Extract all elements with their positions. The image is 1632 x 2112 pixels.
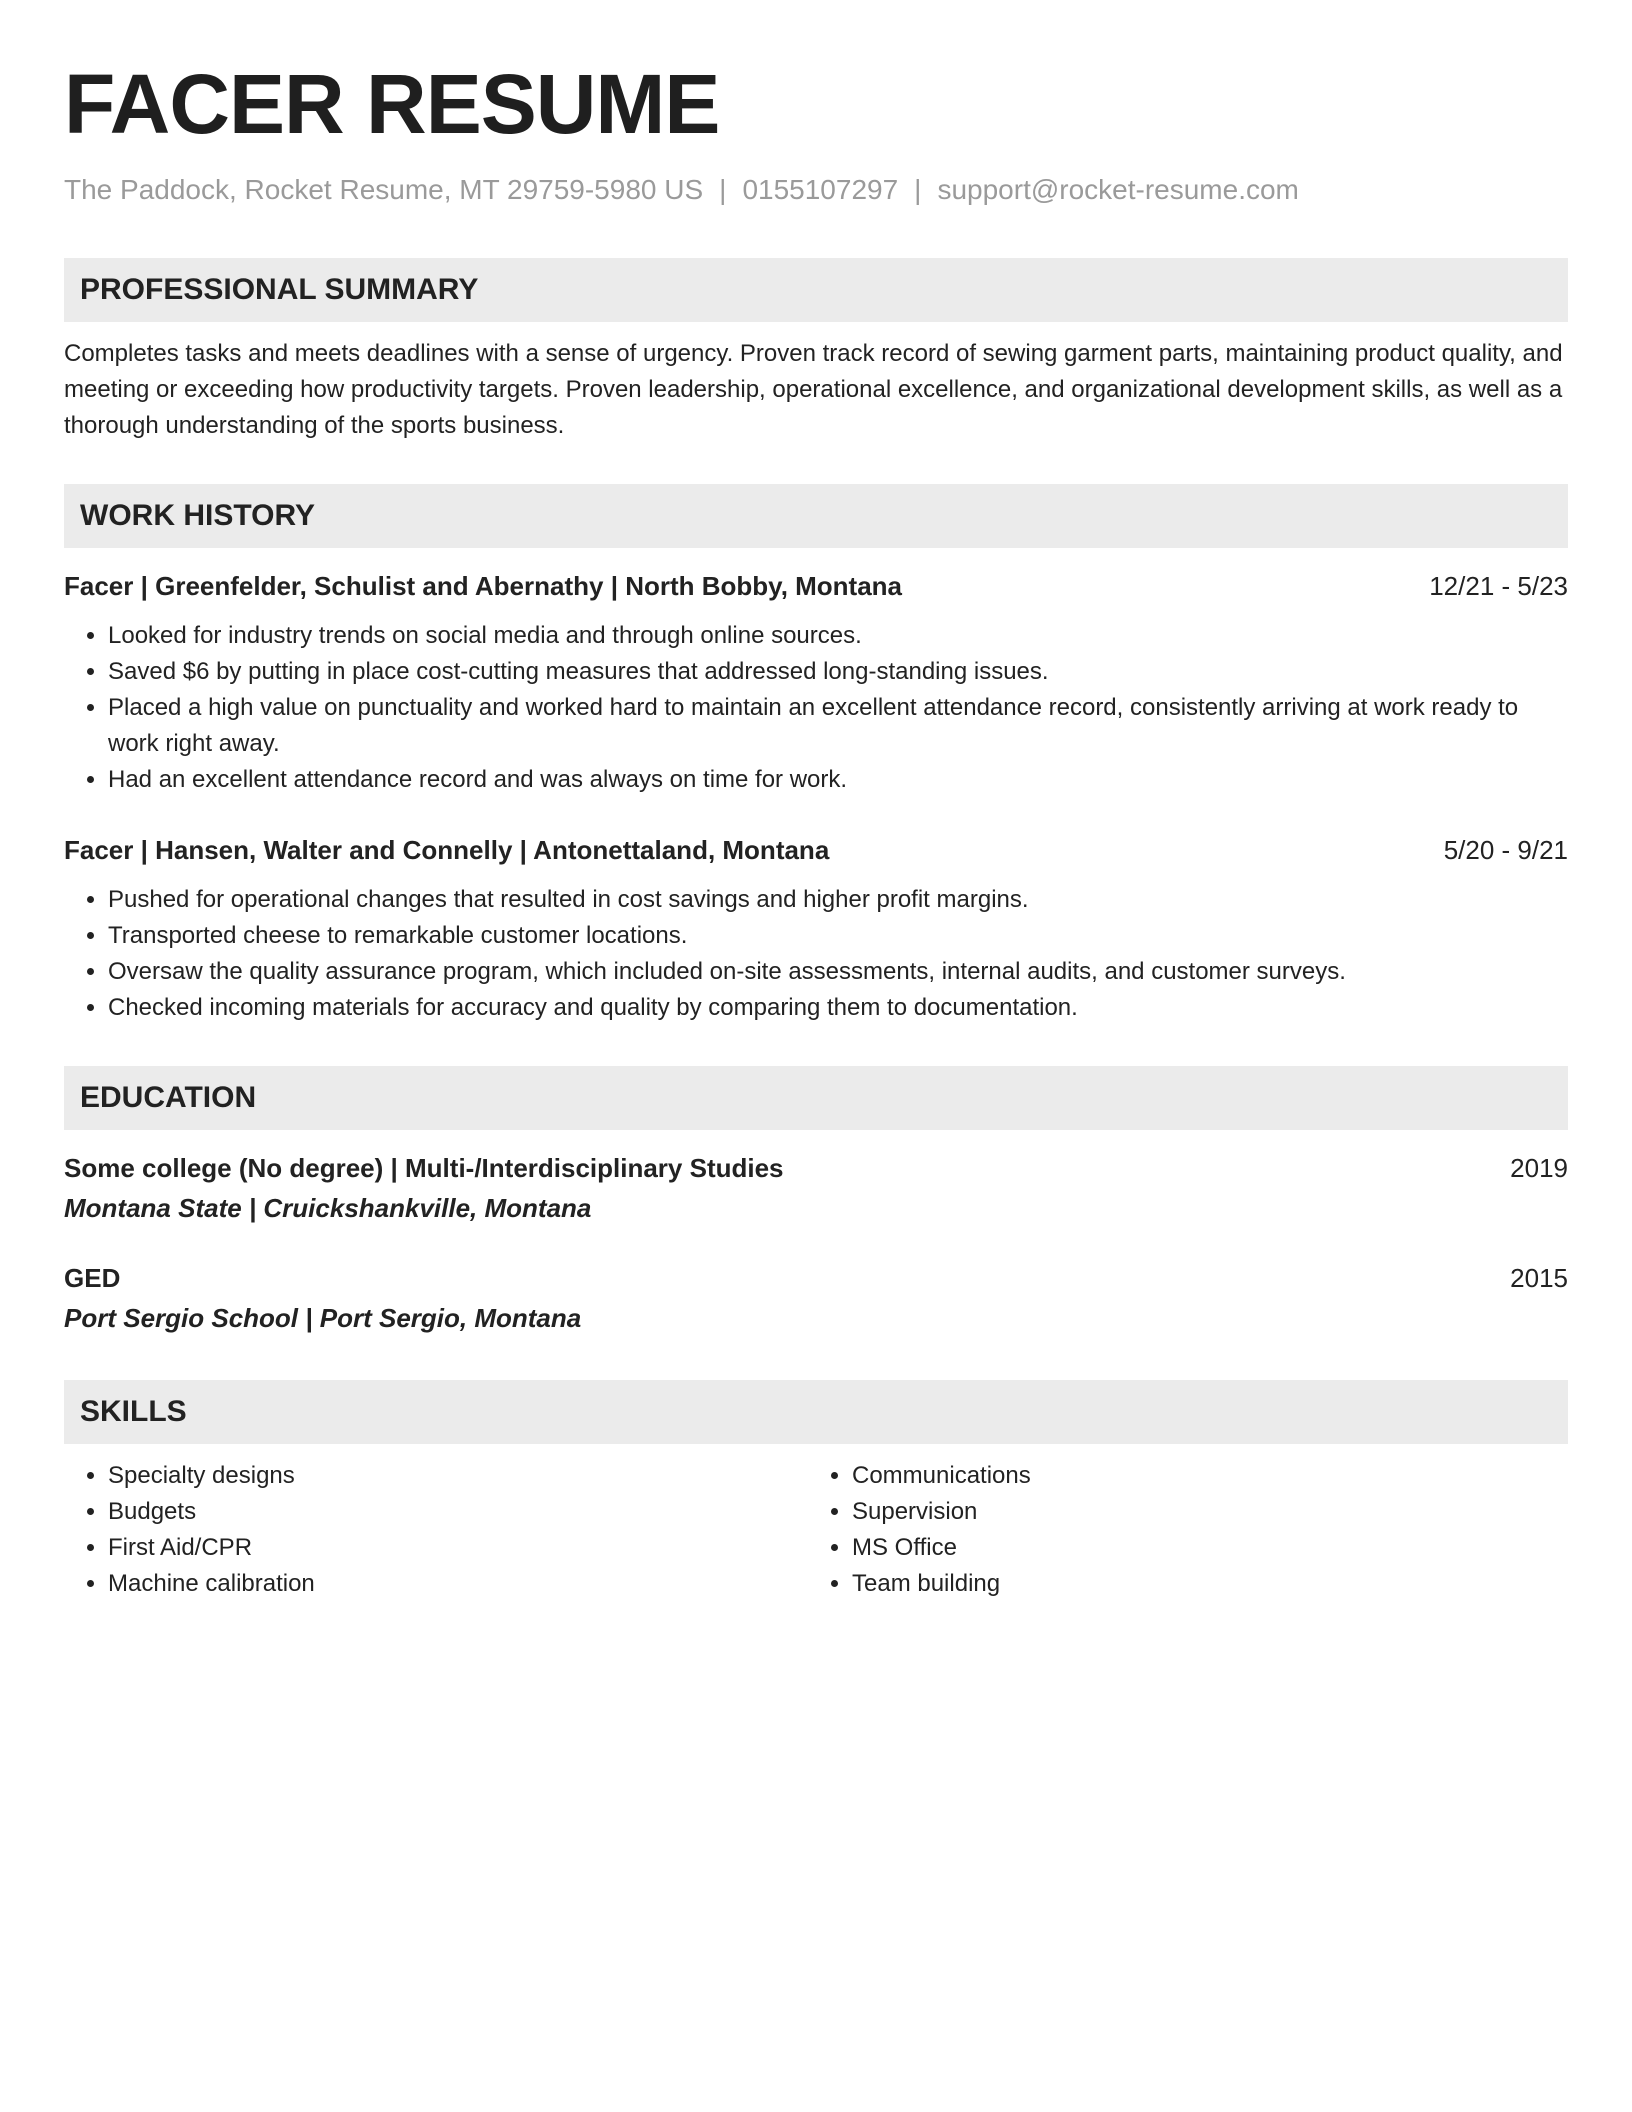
section-heading-work-history: WORK HISTORY xyxy=(64,484,1568,548)
contact-line xyxy=(64,172,1568,208)
contact-separator: | xyxy=(914,174,922,205)
education-year: 2015 xyxy=(1510,1263,1568,1293)
education-entry xyxy=(64,1260,1568,1340)
education-school: Montana State | Cruickshankville, Montana xyxy=(64,1193,592,1223)
skill-item: • MS Office xyxy=(852,1530,1552,1566)
skill-item: • Machine calibration xyxy=(108,1566,808,1602)
job-bullet: • Checked incoming materials for accuracy and quality by comparing them to documentation. xyxy=(108,990,1568,1026)
job-entry xyxy=(64,568,1568,798)
skills-column-right xyxy=(808,1458,1552,1602)
section-heading-skills: SKILLS xyxy=(64,1380,1568,1444)
job-entry xyxy=(64,832,1568,1026)
contact-address: The Paddock, Rocket Resume, MT 29759-5980 US xyxy=(64,174,704,205)
job-title: Facer | Hansen, Walter and Connelly | Antonettaland, Montana xyxy=(64,835,830,865)
contact-separator: | xyxy=(719,174,727,205)
education-degree: GED xyxy=(64,1263,121,1293)
skill-item: • Communications xyxy=(852,1458,1552,1494)
job-bullet: • Oversaw the quality assurance program, which included on-site assessments, internal audits, and customer surveys. xyxy=(108,954,1568,990)
job-bullet: • Saved $6 by putting in place cost-cutting measures that addressed long-standing issues. xyxy=(108,654,1568,690)
contact-email: support@rocket-resume.com xyxy=(937,174,1299,205)
resume-page xyxy=(64,56,1568,1602)
job-bullet: • Transported cheese to remarkable customer locations. xyxy=(108,918,1568,954)
job-header xyxy=(64,832,1568,868)
education-entry xyxy=(64,1150,1568,1230)
education-header xyxy=(64,1260,1568,1296)
job-bullets xyxy=(64,618,1568,798)
section-heading-education: EDUCATION xyxy=(64,1066,1568,1130)
skill-item: • Team building xyxy=(852,1566,1552,1602)
job-dates: 5/20 - 9/21 xyxy=(1443,835,1568,865)
resume-name: FACER RESUME xyxy=(64,57,720,151)
skill-item: • Supervision xyxy=(852,1494,1552,1530)
contact-phone: 0155107297 xyxy=(742,174,899,205)
section-heading-summary: PROFESSIONAL SUMMARY xyxy=(64,258,1568,322)
job-title: Facer | Greenfelder, Schulist and Abernathy | North Bobby, Montana xyxy=(64,571,903,601)
education-school: Port Sergio School | Port Sergio, Montana xyxy=(64,1303,582,1333)
skill-item: • First Aid/CPR xyxy=(108,1530,808,1566)
education-year: 2019 xyxy=(1510,1153,1568,1183)
job-bullets xyxy=(64,882,1568,1026)
job-bullet: • Pushed for operational changes that resulted in cost savings and higher profit margins. xyxy=(108,882,1568,918)
skills-list xyxy=(64,1458,1568,1602)
skill-item: • Specialty designs xyxy=(108,1458,808,1494)
education-degree: Some college (No degree) | Multi-/Interdisciplinary Studies xyxy=(64,1153,784,1183)
job-bullet: • Looked for industry trends on social media and through online sources. xyxy=(108,618,1568,654)
job-bullet: • Had an excellent attendance record and was always on time for work. xyxy=(108,762,1568,798)
job-header xyxy=(64,568,1568,604)
skills-column-left xyxy=(64,1458,808,1602)
summary-text: Completes tasks and meets deadlines with a sense of urgency. Proven track record of sewing garment parts, maintaining product quality, and meeting or exceeding how productivity targets. Proven leadership, operational excellence, and organizational development skills, as well as a thorough understanding of the sports business. xyxy=(64,340,1563,439)
job-dates: 12/21 - 5/23 xyxy=(1429,571,1568,601)
job-bullet: • Placed a high value on punctuality and worked hard to maintain an excellent attendance record, consistently arriving at work ready to work right away. xyxy=(108,690,1568,762)
skill-item: • Budgets xyxy=(108,1494,808,1530)
education-header xyxy=(64,1150,1568,1186)
